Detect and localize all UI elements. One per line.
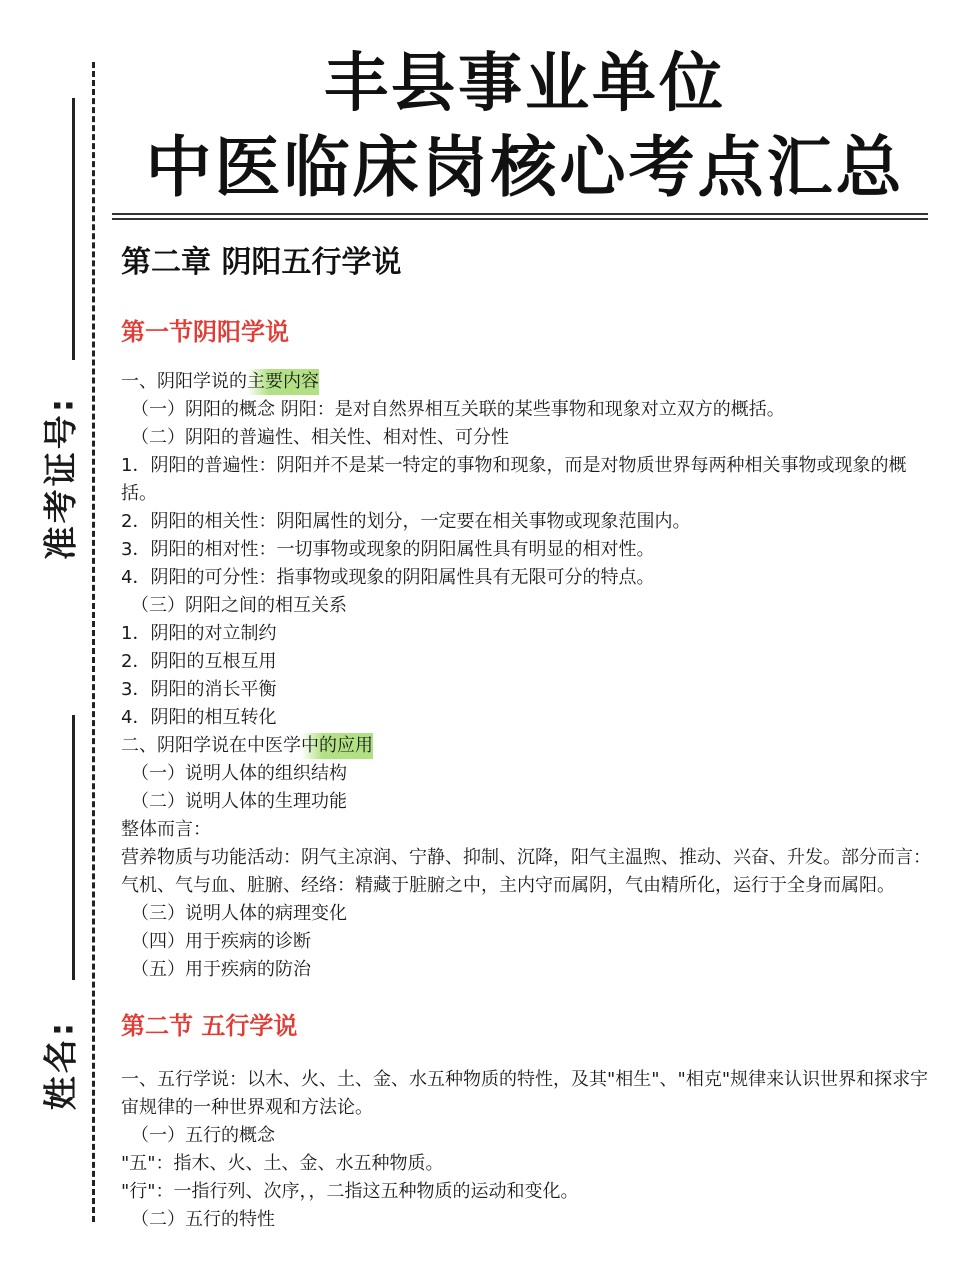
name-label: 姓名: [41, 1019, 82, 1111]
part-heading [121, 368, 931, 396]
highlighted-text: 主要内容 [247, 369, 319, 395]
list-item: 2．阴阳的互根互用 [121, 651, 277, 672]
list-item: 整体而言： [121, 819, 211, 840]
title-divider [112, 213, 928, 220]
list-item: （二）五行的特性 [131, 1209, 275, 1230]
section-heading-yinyang: 第一节阴阳学说 [121, 318, 289, 346]
name-write-line [72, 715, 75, 980]
exam-id-write-line [72, 98, 75, 360]
list-item: （二）阴阳的普遍性、相关性、相对性、可分性 [131, 427, 509, 448]
chapter-heading: 第二章 阴阳五行学说 [121, 245, 402, 280]
list-item: （一）阴阳的概念 阴阳：是对自然界相互关联的某些事物和现象对立双方的概括。 [131, 399, 785, 420]
document-body [121, 238, 931, 1234]
part-heading [121, 732, 931, 760]
list-item: "五"：指木、火、土、金、水五种物质。 [121, 1153, 444, 1174]
section-heading-five-phases: 第二节 五行学说 [121, 1012, 298, 1040]
list-item: （三）阴阳之间的相互关系 [131, 595, 347, 616]
list-item: 4．阴阳的可分性：指事物或现象的阴阳属性具有无限可分的特点。 [121, 567, 655, 588]
paragraph: 1．阴阳的普遍性：阴阳并不是某一特定的事物和现象，而是对物质世界每两种相关事物或现象的概括。 [121, 455, 907, 504]
list-item: 2．阴阳的相关性：阴阳属性的划分，一定要在相关事物或现象范围内。 [121, 511, 691, 532]
list-item: 3．阴阳的消长平衡 [121, 679, 277, 700]
list-item: （五）用于疾病的防治 [131, 959, 311, 980]
list-item: （一）五行的概念 [131, 1125, 275, 1146]
page-title-line2: 中医临床岗核心考点汇总 [145, 129, 905, 206]
list-item: （一）说明人体的组织结构 [131, 763, 347, 784]
list-item: 4．阴阳的相互转化 [121, 707, 277, 728]
list-item: 1．阴阳的对立制约 [121, 623, 277, 644]
part-heading-text: 一、阴阳学说的 [121, 371, 247, 392]
page-title-line1: 丰县事业单位 [324, 47, 726, 121]
part-heading-text: 二、阴阳学说在中医学 [121, 735, 301, 756]
exam-id-label: 准考证号: [41, 395, 82, 561]
list-item: （四）用于疾病的诊断 [131, 931, 311, 952]
list-item: （三）说明人体的病理变化 [131, 903, 347, 924]
binding-margin [0, 0, 110, 1280]
cut-dashed-line [92, 62, 95, 1222]
list-item: （二）说明人体的生理功能 [131, 791, 347, 812]
paragraph: 一、五行学说：以木、火、土、金、水五种物质的特性，及其"相生"、"相克"规律来认识世界和探求宇宙规律的一种世界观和方法论。 [121, 1069, 929, 1118]
highlighted-text: 中的应用 [301, 733, 373, 759]
paragraph: 营养物质与功能活动：阴气主凉润、宁静、抑制、沉降，阳气主温煦、推动、兴奋、升发。部分而言：气机、气与血、脏腑、经络：精藏于脏腑之中，主内守而属阴，气由精所化，运行于全身而属阳。 [121, 847, 931, 896]
list-item: 3．阴阳的相对性：一切事物或现象的阴阳属性具有明显的相对性。 [121, 539, 655, 560]
list-item: "行"：一指行列、次序，，二指这五种物质的运动和变化。 [121, 1181, 579, 1202]
